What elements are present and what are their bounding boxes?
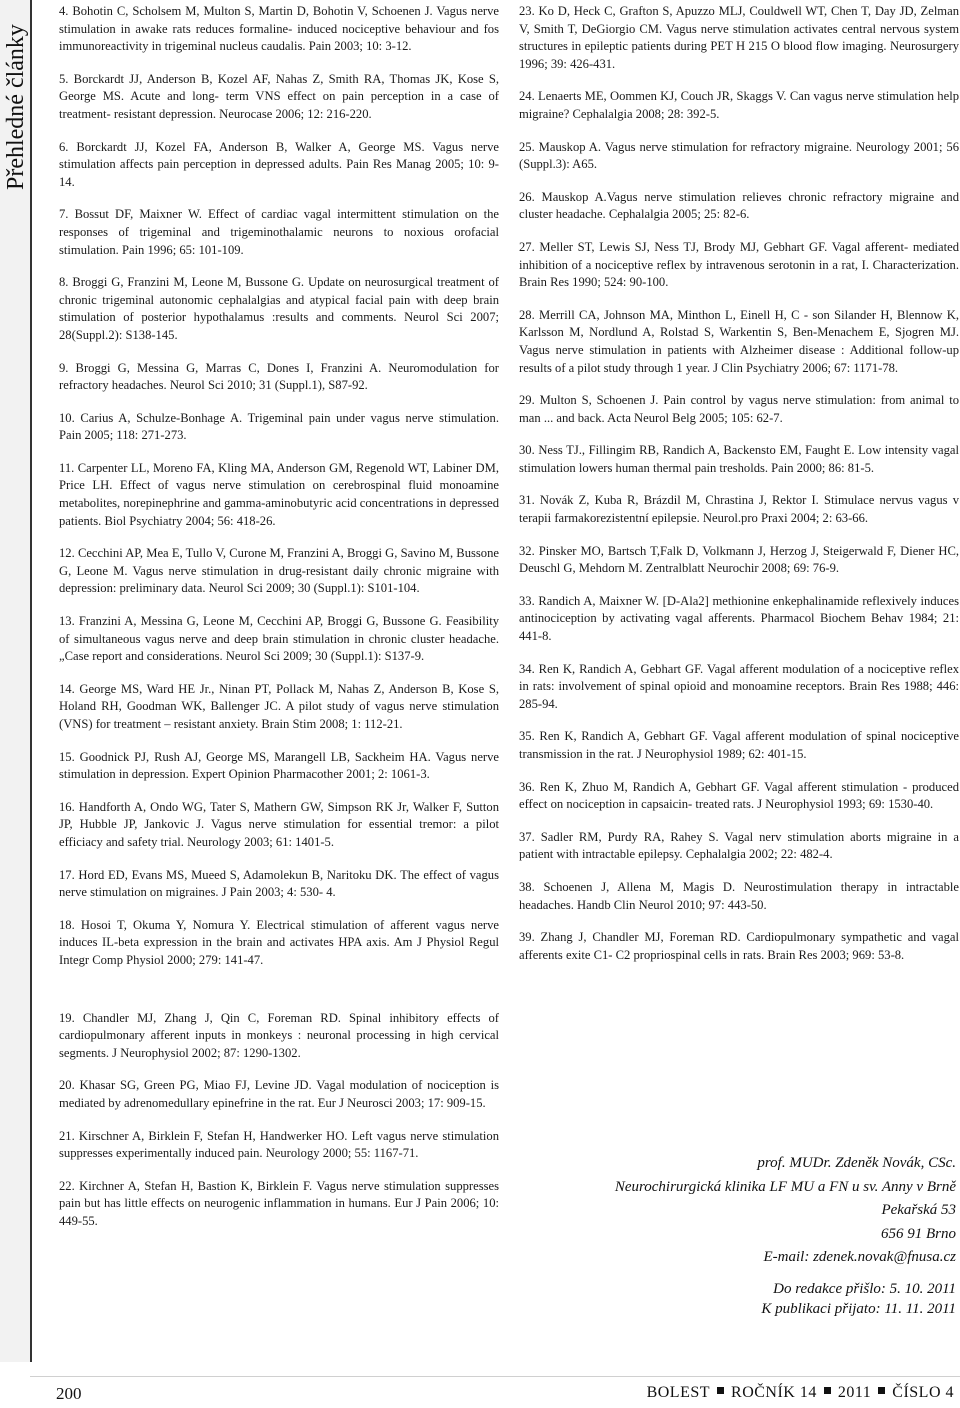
reference-item: 34. Ren K, Randich A, Gebhart GF. Vagal afferent modulation of a nociceptive reflex in rats: involvement of spinal opioid and monoamine receptors. Brain Res 1988; 446: 285-94.	[519, 661, 959, 711]
reference-item: 33. Randich A, Maixner W. [D-Ala2] methionine enkephalinamide reflexively induces antinociception by activating vagal afferents. Pharmacol Biochem Behav 1984; 21: 441-8.	[519, 593, 959, 644]
reference-item: 16. Handforth A, Ondo WG, Tater S, Mathern GW, Simpson RK Jr, Walker F, Sutton JP, Hubble JP, Jankovic J. Vagus nerve stimulation for essential tremor: a pilot efficiacy and safety trial. Neurology 2003; 61: 1401-5.	[59, 799, 499, 849]
reference-item: 13. Franzini A, Messina G, Leone M, Cecchini AP, Broggi G, Bussone G. Feasibility of simultaneous vagus nerve and deep brain stimulation in chronic cluster headache. „Case report and considerations. Neurol Sci 2009; 30 (Suppl.1): S137-9.	[59, 614, 499, 664]
journal-name: BOLEST	[646, 1384, 711, 1401]
reference-item: 27. Meller ST, Lewis SJ, Ness TJ, Brody MJ, Gebhart GF. Vagal afferent- mediated inhibition of a nociceptive reflex by intravenous serotonin in a rat, I. Characterization. Brain Res 1990; 524: 90-100.	[519, 239, 959, 290]
side-divider	[30, 0, 32, 1362]
reference-item: 31. Novák Z, Kuba R, Brázdil M, Chrastina J, Rektor I. Stimulace nervus vagus v terapii farmakorezistentní epilepsie. Neurol.pro Praxi 2004; 2: 63-66.	[519, 493, 959, 526]
section-tab-label: Přehledné články	[3, 24, 29, 190]
reference-item: 25. Mauskop A. Vagus nerve stimulation for refractory migraine. Neurology 2001; 56 (Suppl.3): A65.	[519, 139, 959, 172]
author-name: prof. MUDr. Zdeněk Novák, CSc.	[757, 1155, 956, 1171]
reference-item: 12. Cecchini AP, Mea E, Tullo V, Curone M, Franzini A, Broggi G, Savino M, Bussone G, Leone M. Vagus nerve stimulation in drug-resistant daily chronic migraine with depression: preliminary data. Neurol Sci 2009; 30 (Suppl.1): S101-104.	[59, 546, 499, 596]
reference-item: 37. Sadler RM, Purdy RA, Rahey S. Vagal nerv stimulation aborts migraine in a patient with intractable epilepsy. Cephalalgia 2002; 22: 482-4.	[519, 829, 959, 862]
reference-item: 10. Carius A, Schulze-Bonhage A. Trigeminal pain under vagus nerve stimulation. Pain 2005; 118: 271-273.	[59, 410, 499, 443]
reference-item: 21. Kirschner A, Birklein F, Stefan H, Handwerker HO. Left vagus nerve stimulation suppresses experimentally induced pain. Neurology 2000; 55: 1167-71.	[59, 1128, 499, 1161]
author-street: Pekařská 53	[881, 1202, 956, 1218]
journal-footer	[647, 1384, 954, 1402]
page-number: 200	[56, 1384, 82, 1403]
reference-item: 6. Borckardt JJ, Kozel FA, Anderson B, Walker A, George MS. Vagus nerve stimulation affects pain perception in depressed adults. Pain Res Manag 2005; 10: 9-14.	[59, 139, 499, 189]
separator-square-icon	[717, 1387, 724, 1394]
separator-square-icon	[824, 1387, 831, 1394]
reference-item: 18. Hosoi T, Okuma Y, Nomura Y. Electrical stimulation of afferent vagus nerve induces IL-beta expression in the brain and activates HPA axis. Am J Physiol Regul Integr Comp Physiol 2000; 279: 141-47.	[59, 917, 499, 967]
reference-item: 36. Ren K, Zhuo M, Randich A, Gebhart GF. Vagal afferent stimulation - produced effect on nociception in capsaicin- treated rats. J Neurophysiol 1993; 69: 1530-40.	[519, 779, 959, 812]
reference-item: 22. Kirchner A, Stefan H, Bastion K, Birklein F. Vagus nerve stimulation suppresses pain but has little effects on neurogenic inflammation in humans. Eur J Pain 2006; 10: 449-55.	[59, 1178, 499, 1228]
reference-item: 11. Carpenter LL, Moreno FA, Kling MA, Anderson GM, Regenold WT, Labiner DM, Price LH. Effect of vagus nerve stimulation on cerebrospinal fluid monoamine metabolites, norepinephrine and gamma-aminobutyric acid concentrations in depressed patients. Biol Psychiatry 2004; 56: 418-26.	[59, 460, 499, 528]
footer-divider	[30, 1376, 960, 1377]
author-institution: Neurochirurgická klinika LF MU a FN u sv. Anny v Brně	[614, 1178, 956, 1195]
reference-item: 14. George MS, Ward HE Jr., Ninan PT, Pollack M, Nahas Z, Anderson B, Kose S, Holand RH, Goodman WK, Ballenger JC. A pilot study of vagus nerve stimulation (VNS) for treatment – resistant anxiety. Brain Stim 2008; 1: 112-21.	[59, 681, 499, 731]
received-date: Do redakce přišlo: 5. 10. 2011	[773, 1281, 956, 1297]
journal-issue: ČÍSLO 4	[892, 1384, 954, 1401]
journal-year: 2011	[837, 1384, 872, 1401]
reference-item: 20. Khasar SG, Green PG, Miao FJ, Levine JD. Vagal modulation of nociception is mediated by adrenomedullary epinefrine in the rat. Eur J Neurosci 2003; 17: 909-15.	[59, 1078, 499, 1110]
accepted-date: K publikaci přijato: 11. 11. 2011	[761, 1301, 956, 1317]
reference-item: 4. Bohotin C, Scholsem M, Multon S, Martin D, Bohotin V, Schoenen J. Vagus nerve stimulation in awake rats reduces formaline- induced nociceptive behaviour and fos immunoreactivity in trigeminal nucleus caudalis. Pain 2003; 10: 3-12.	[59, 4, 499, 54]
reference-item: 28. Merrill CA, Johnson MA, Minthon L, Einell H, C - son Silander H, Blennow K, Karlsson M, Nordlund A, Rolstad S, Warkentin S, Ben-Menachem E, Sjogren MJ. Vagus nerve stimulation in patients with Alzheimer disease : Additional follow-up results of a pilot study through 1 year. J Clin Psychiatry 2006; 67: 1171-78.	[519, 307, 959, 375]
reference-item: 23. Ko D, Heck C, Grafton S, Apuzzo MLJ, Couldwell WT, Chen T, Day JD, Zelman V, Smith T, DeGiorgio CM. Vagus nerve stimulation activates central nervous system structures in epileptic patients during PET H 215 O blood flow imaging. Neurosurgery 1996; 39: 426-431.	[519, 4, 959, 71]
reference-item: 5. Borckardt JJ, Anderson B, Kozel AF, Nahas Z, Smith RA, Thomas JK, Kose S, George MS. Acute and long- term VNS effect on pain perception in a case of treatment- resistant depression. Neurocase 2006; 12: 216-220.	[59, 71, 499, 121]
section-side-tab	[0, 0, 30, 1362]
author-contact-block	[526, 1152, 956, 1270]
reference-item: 24. Lenaerts ME, Oommen KJ, Couch JR, Skaggs V. Can vagus nerve stimulation help migraine? Cephalalgia 2008; 28: 392-5.	[519, 89, 959, 121]
separator-square-icon	[878, 1387, 885, 1394]
author-city: 656 91 Brno	[881, 1225, 956, 1242]
journal-volume: ROČNÍK 14	[731, 1384, 817, 1401]
reference-item: 38. Schoenen J, Allena M, Magis D. Neurostimulation therapy in intractable headaches. Handb Clin Neurol 2010; 97: 443-50.	[519, 879, 959, 912]
reference-item: 39. Zhang J, Chandler MJ, Foreman RD. Cardiopulmonary sympathetic and vagal afferents exite C1- C2 propriospinal cells in rats. Brain Res 2003; 969: 53-8.	[519, 930, 959, 962]
reference-item: 17. Hord ED, Evans MS, Mueed S, Adamolekun B, Naritoku DK. The effect of vagus nerve stimulation on migraines. J Pain 2003; 4: 530- 4.	[59, 867, 499, 900]
reference-item: 35. Ren K, Randich A, Gebhart GF. Vagal afferent modulation of spinal nociceptive transmission in the rat. J Neurophysiol 1989; 62: 401-15.	[519, 729, 959, 761]
reference-item: 30. Ness TJ., Fillingim RB, Randich A, Backensto EM, Faught E. Low intensity vagal stimulation lowers human thermal pain tresholds. Pain 2000; 86: 81-5.	[519, 443, 959, 475]
reference-item: 15. Goodnick PJ, Rush AJ, George MS, Marangell LB, Sackheim HA. Vagus nerve stimulation in depression. Expert Opinion Pharmacother 2001; 2: 1061-3.	[59, 749, 499, 782]
author-email[interactable]: E-mail: zdenek.novak@fnusa.cz	[763, 1249, 956, 1265]
references-right-column	[519, 3, 959, 979]
reference-item: 19. Chandler MJ, Zhang J, Qin C, Foreman RD. Spinal inhibitory effects of cardiopulmonary afferent inputs in monkeys : neuronal processing in high cervical segments. J Neurophysiol 2002; 87: 1290-1302.	[59, 1010, 499, 1060]
reference-item: 26. Mauskop A.Vagus nerve stimulation relieves chronic refractory migraine and cluster headache. Cephalalgia 2005; 25: 82-6.	[519, 189, 959, 222]
reference-item: 29. Multon S, Schoenen J. Pain control by vagus nerve stimulation: from animal to man ... and back. Acta Neurol Belg 2005; 105: 62-7.	[519, 393, 959, 425]
reference-item: 8. Broggi G, Franzini M, Leone M, Bussone G. Update on neurosurgical treatment of chronic trigeminal autonomic cephalalgias and atypical facial pain with deep brain stimulation of posterior hypothalamus :results and comments. Neurol Sci 2007; 28(Suppl.2): S138-145.	[59, 275, 499, 342]
reference-item: 7. Bossut DF, Maixner W. Effect of cardiac vagal intermittent stimulation on the responses of trigeminal and trigeminothalamic neurons to noxious orofacial stimulation. Pain 1996; 65: 101-109.	[59, 207, 499, 257]
reference-item: 9. Broggi G, Messina G, Marras C, Dones I, Franzini A. Neuromodulation for refractory headaches. Neurol Sci 2010; 31 (Suppl.1), S87-92.	[59, 360, 499, 393]
reference-item: 32. Pinsker MO, Bartsch T,Falk D, Volkmann J, Herzog J, Steigerwald F, Diener HC, Deuschl G, Mehdorn M. Zentralblatt Neurochir 2008; 69: 76-9.	[519, 543, 959, 576]
references-left-column	[59, 3, 499, 1245]
editorial-dates	[526, 1279, 956, 1319]
